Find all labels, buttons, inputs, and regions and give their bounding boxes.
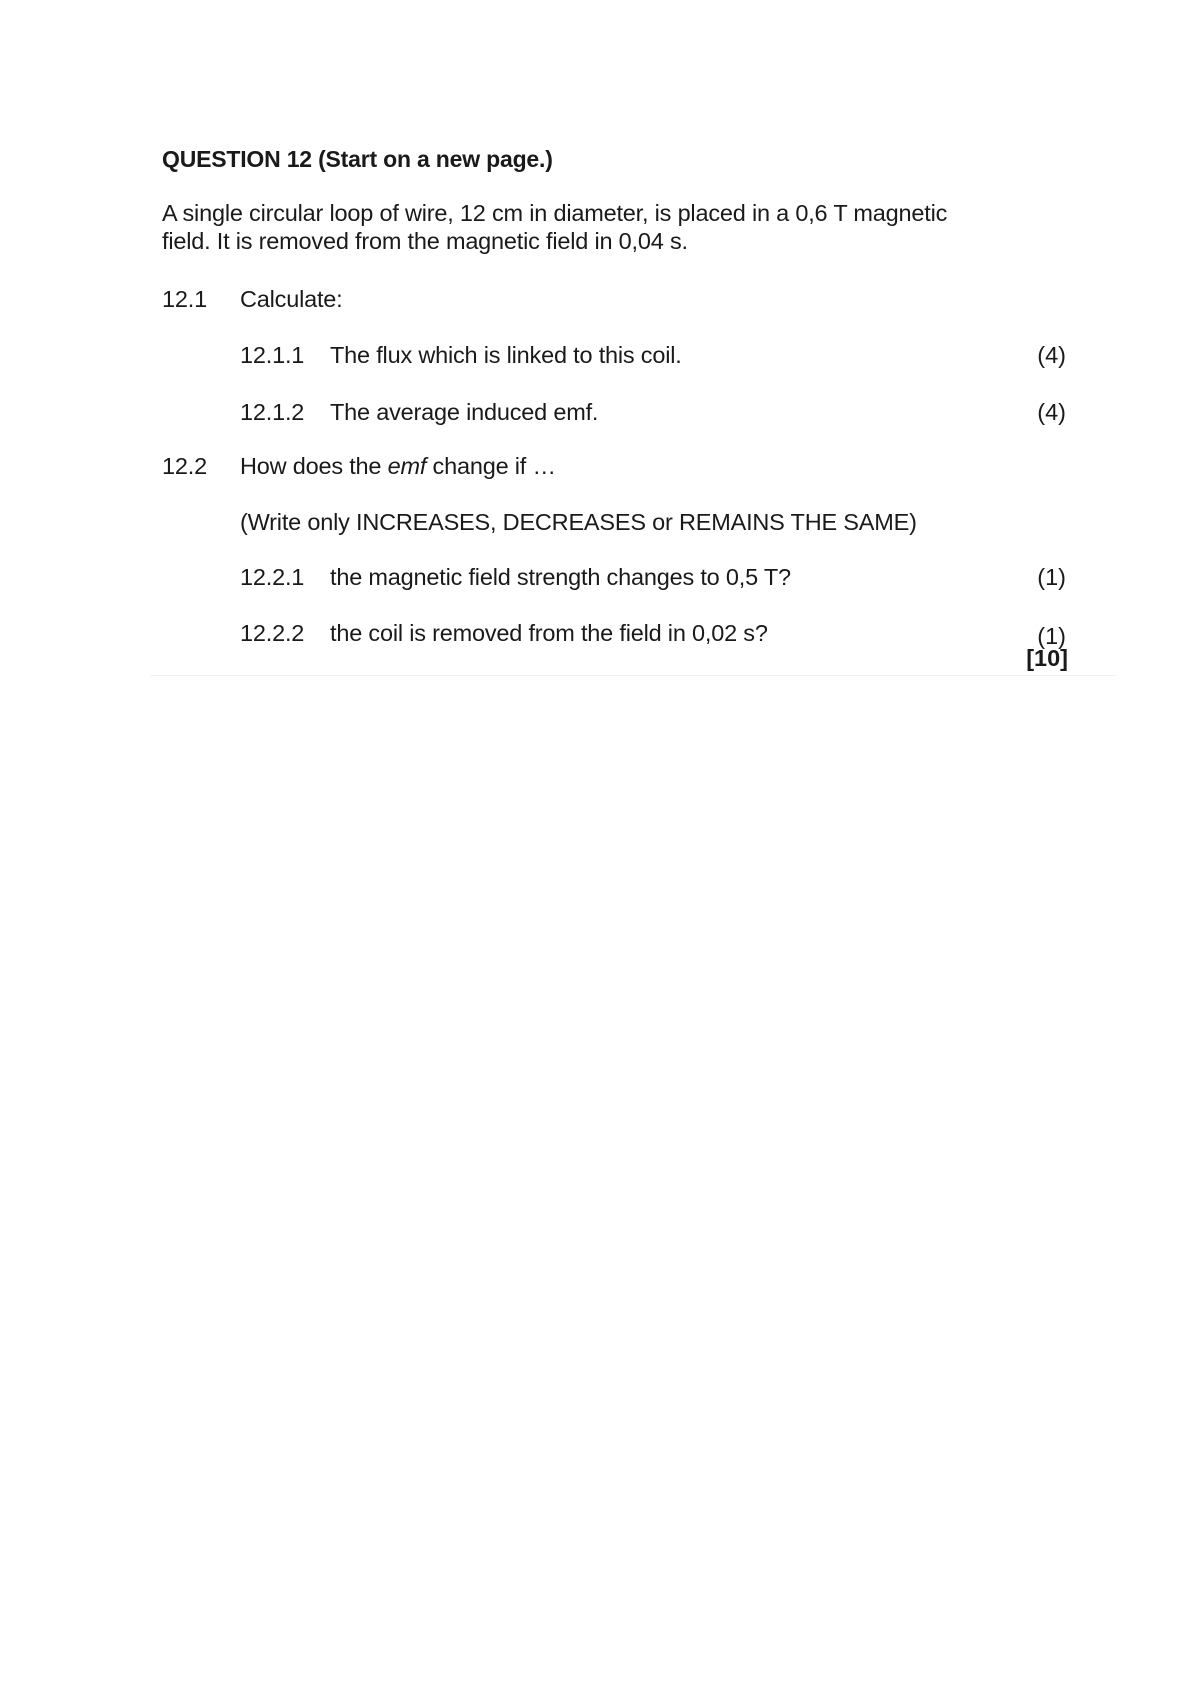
q12-2-text-emph: emf [387,453,427,479]
q12-2-1-number: 12.2.1 [240,564,305,590]
q12-1-1-text: The flux which is linked to this coil. [330,342,682,368]
q12-1-1-marks: (4) [1037,342,1066,368]
q12-1-1-number: 12.1.1 [240,342,305,368]
q12-1-2-marks: (4) [1037,399,1066,425]
question-heading: QUESTION 12 (Start on a new page.) [162,146,553,172]
q12-2-text-after: change if … [426,453,556,479]
q12-2-2-marks: (1) [1037,623,1066,649]
intro-line-2: field. It is removed from the magnetic field in 0,04 s. [162,228,688,254]
q12-2-1-text: the magnetic field strength changes to 0,5 T? [330,564,791,590]
q12-2-2-text: the coil is removed from the field in 0,02 s? [330,620,768,646]
q12-2-text-before: How does the [240,453,388,479]
q12-2-instruction: (Write only INCREASES, DECREASES or REMAINS THE SAME) [240,509,917,535]
q12-1-text: Calculate: [240,286,343,312]
q12-1-2-text: The average induced emf. [330,399,599,425]
divider [150,675,1115,676]
q12-2-2-number: 12.2.2 [240,620,305,646]
intro-line-1: A single circular loop of wire, 12 cm in diameter, is placed in a 0,6 T magnetic [162,200,948,226]
q12-1-number: 12.1 [162,286,207,312]
q12-1-2-number: 12.1.2 [240,399,305,425]
q12-2-number: 12.2 [162,453,207,479]
question-total-marks: [10] [1026,645,1068,671]
q12-2-text [240,452,556,480]
q12-2-1-marks: (1) [1037,564,1066,590]
